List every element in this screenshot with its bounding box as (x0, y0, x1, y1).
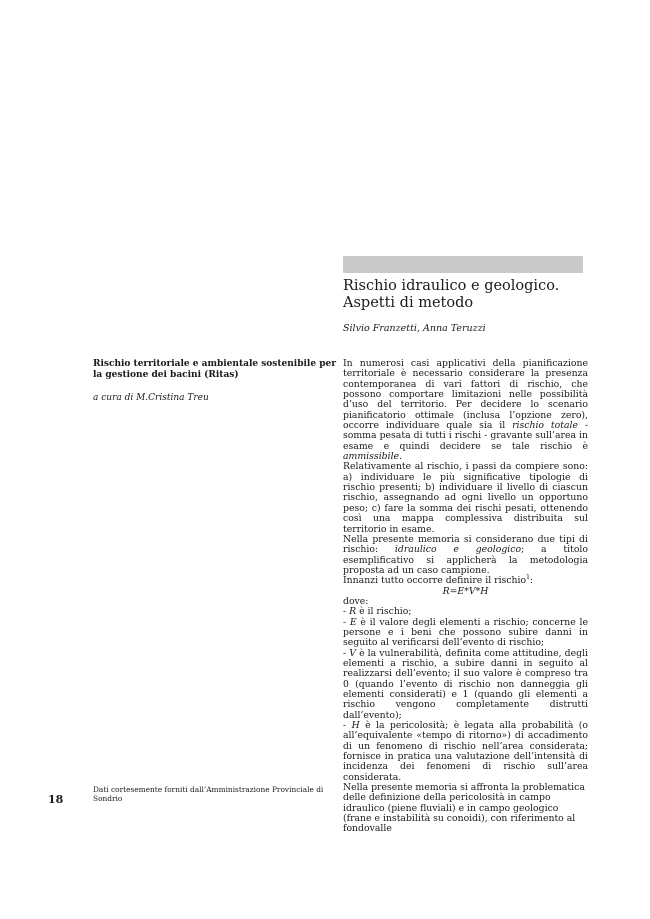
paragraph-definition (343, 576, 588, 586)
text-run: - somma pesata di tutti i rischi - gravante sull’area in esame e quindi decidere se tale rischio è (343, 420, 588, 452)
symbol-v: V (349, 647, 356, 659)
article-authors: Silvio Franzetti, Anna Teruzzi (343, 323, 486, 334)
text-run: Innanzi tutto occorre definire il rischio (343, 575, 527, 587)
risk-formula: R=E*V*H (442, 585, 489, 597)
text-run: ; a titolo esemplificativo si applicherà la metodologia proposta ad un caso campione. (343, 544, 589, 576)
definition-r: - R è il rischio; (343, 606, 412, 618)
text-run: è il rischio; (356, 606, 412, 618)
article-body (343, 359, 588, 835)
text-run: . (399, 451, 403, 463)
text-run: è la vulnerabilità, definita come attitudine, degli elementi a rischio, a subire danni in seguito al realizzarsi dell’evento; il suo valore è compreso tra 0 (quando l’evento di rischio non danneggia gli elementi considerati) e 1 (quando gli elementi a rischio vengono completamente distrutti dall’evento); (343, 647, 588, 721)
symbol-e: E (349, 616, 357, 628)
symbol-h: H (351, 720, 360, 732)
definition-v: - V è la vulnerabilità, definita come attitudine, degli elementi a rischio, a subire danni in seguito al realizzarsi dell’evento; il suo valore è compreso tra 0 (quando l’evento di rischio non danneggia gli elementi considerati) e 1 (quando gli elementi a rischio vengono completamente distrutti dall’evento); (343, 647, 588, 721)
page-number: 18 (48, 793, 64, 806)
text-run: è la pericolosità; è legata alla probabilità (o all’equivalente «tempo di ritorno») di accadimento di un fenomeno di rischio nell’area considerata; fornisce in pratica una valutazione dell’intensità di incidenza dei fenomeni di rischio sull’area considerata. (343, 720, 588, 783)
text-run: è il valore degli elementi a rischio; concerne le persone e i beni che possono subire danni in seguito al verificarsi dell’evento di rischio; (343, 616, 588, 649)
series-heading: Rischio territoriale e ambientale sostenibile per la gestione dei bacini (Ritas) (93, 359, 336, 380)
paragraph-steps: Relativamente al rischio, i passi da compiere sono: a) individuare le più significative tipologie di rischio presenti; b) individuare il livello di ciascun rischio, assegnando ad ogni livello un opportuno peso; c) fare la somma dei rischi pesati, ottenendo così una mappa complessiva distribuita sul territorio in esame. (343, 461, 588, 535)
series-editor: a cura di M.Cristina Treu (93, 393, 209, 403)
paragraph-intro (343, 359, 588, 462)
paragraph-final: Nella presente memoria si affronta la problematica delle definizione della pericolosità in campo idraulico (piene fluviali) e in campo geologico (frane e instabilità su conoidi), con riferimento al fondovalle (343, 782, 585, 835)
definition-h: - H è la pericolosità; è legata alla probabilità (o all’equivalente «tempo di ritorno») di accadimento di un fenomeno di rischio nell’area considerata; fornisce in pratica una valutazione dell’intensità di incidenza dei fenomeni di rischio sull’area considerata. (343, 720, 588, 783)
symbol-r: R (349, 606, 357, 618)
paragraph-dove: dove: (343, 595, 369, 607)
text-run: : (529, 575, 534, 587)
term-rischio-totale: rischio totale (512, 420, 578, 432)
footnote: Dati cortesemente forniti dall’Amministrazione Provinciale di Sondrio (93, 785, 324, 803)
paragraph-risk-types (343, 535, 588, 576)
term-idraulico-geologico: idraulico e geologico (394, 544, 522, 556)
text-run: In numerosi casi applicativi della pianificazione territoriale è necessario considerare la presenza contemporanea di vari fattori di rischio, che possono comportare limitazioni nelle possibilità d’uso del territorio. Per decidere lo scenario pianificatorio ottimale (inclusa l’opzione zero), occorre individuare quale sia il (343, 358, 588, 432)
title-bar (343, 256, 583, 273)
article-title: Rischio idraulico e geologico. Aspetti di metodo (343, 278, 560, 311)
term-ammissibile: ammissibile (343, 451, 400, 463)
footnote-marker: 1 (526, 574, 530, 582)
definition-e: - E è il valore degli elementi a rischio; concerne le persone e i beni che possono subire danni in seguito al verificarsi dell’evento di rischio; (343, 616, 588, 649)
text-run: Nella presente memoria si considerano due tipi di rischio: (343, 533, 588, 556)
